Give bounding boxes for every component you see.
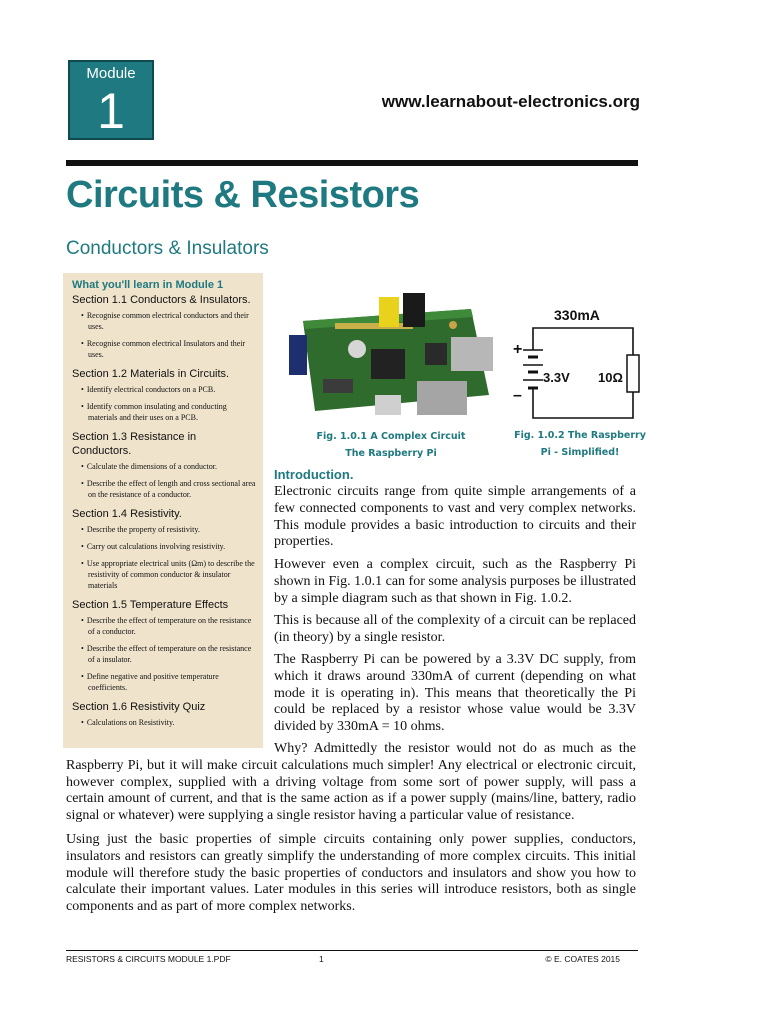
header-rule xyxy=(66,160,638,166)
learning-objectives-box xyxy=(63,273,263,748)
footer-rule xyxy=(66,950,638,951)
section-title: Section 1.3 Resistance in Conductors. xyxy=(72,431,197,457)
fig1-caption xyxy=(275,428,507,462)
section-points xyxy=(72,384,257,423)
footer-copyright: © E. COATES 2015 xyxy=(545,954,620,964)
objective-item: • Use appropriate electrical units (Ωm) to describe the resistivity of common conductor & insulator materials xyxy=(72,558,257,591)
circuit-current-label: 330mA xyxy=(554,307,600,323)
circuit-voltage-label: 3.3V xyxy=(543,370,570,385)
battery-minus-label: – xyxy=(513,387,522,404)
section-title: Section 1.4 Resistivity. xyxy=(72,508,182,520)
raspberry-pi-image xyxy=(275,283,497,423)
section-points xyxy=(72,615,257,693)
section-points xyxy=(72,524,257,591)
circuit-resistance-label: 10Ω xyxy=(598,370,623,385)
objective-item: • Describe the effect of length and cross sectional area on the resistance of a conductor. xyxy=(72,478,257,500)
section-points xyxy=(72,310,257,360)
module-badge xyxy=(68,60,154,140)
section-points xyxy=(72,717,257,728)
objective-item: • Identify electrical conductors on a PCB. xyxy=(72,384,257,395)
page-subtitle: Conductors & Insulators xyxy=(66,238,269,259)
body-paragraph: The Raspberry Pi can be powered by a 3.3V DC supply, from which it draws around 330mA of current (depending on what mode it is operating in). This means that theoretically the Pi could be replaced by a resistor whose value would be 3.3V divided by 330mA = 10 ohms. xyxy=(274,652,636,735)
section-title: Section 1.1 Conductors & Insulators. xyxy=(72,294,251,306)
body-paragraph: Using just the basic properties of simple circuits containing only power supplies, conductors, insulators and resistors can greatly simplify the understanding of more complex circuits. This initial module will therefore study the basic properties of conductors and insulators and show you how to calculate their important values. Later modules in this series will introduce resistors, both as single components and as part of more complex networks. xyxy=(66,832,636,915)
circuit-diagram xyxy=(505,300,645,425)
body-paragraph: Why? Admittedly the resistor would not do as much as the Raspberry Pi, but it will make circuit calculations much simpler! Any electrical or electronic circuit, however complex, supplied with a driving voltage from some sort of power supply, will pass a certain amount of current, and that is the same action as if a power supply (mains/line, battery, radio signal or whatever) were supplying a single resistor having a particular value of resistance. xyxy=(66,741,636,824)
site-url[interactable]: www.learnabout-electronics.org xyxy=(381,92,640,111)
objective-item: • Describe the effect of temperature on the resistance of a conductor. xyxy=(72,615,257,637)
objective-item: • Describe the property of resistivity. xyxy=(72,524,257,535)
fig2-caption-line: Fig. 1.0.2 The Raspberry xyxy=(514,430,646,441)
objective-item: • Define negative and positive temperature coefficients. xyxy=(72,671,257,693)
objective-item: • Carry out calculations involving resistivity. xyxy=(72,541,257,552)
objective-item: • Calculate the dimensions of a conductor. xyxy=(72,461,257,472)
fig2-caption xyxy=(505,427,655,461)
footer-page-number: 1 xyxy=(319,954,324,964)
battery-plus-label: + xyxy=(513,341,523,358)
fig1-caption-line: Fig. 1.0.1 A Complex Circuit xyxy=(316,431,466,442)
body-paragraph: However even a complex circuit, such as the Raspberry Pi shown in Fig. 1.0.1 can for some analysis purposes be illustrated by a simple diagram such as that shown in Fig. 1.0.2. xyxy=(274,557,637,606)
section-title: Section 1.2 Materials in Circuits. xyxy=(72,368,230,380)
section-points xyxy=(72,461,257,500)
objective-item: • Recognise common electrical conductors and their uses. xyxy=(72,310,257,332)
objective-item: • Recognise common electrical Insulators and their uses. xyxy=(72,338,257,360)
fig2-caption-line: Pi - Simplified! xyxy=(540,447,620,458)
fig1-caption-line: The Raspberry Pi xyxy=(345,448,437,459)
page-title: Circuits & Resistors xyxy=(66,174,420,216)
introduction-heading: Introduction. xyxy=(274,467,354,482)
learn-box-title: What you'll learn in Module 1 xyxy=(72,279,224,291)
objective-item: • Calculations on Resistivity. xyxy=(72,717,257,728)
body-paragraph: This is because all of the complexity of a circuit can be replaced (in theory) by a single resistor. xyxy=(274,613,636,645)
module-number: 1 xyxy=(97,83,125,139)
module-label: Module xyxy=(86,65,136,82)
footer-filename: RESISTORS & CIRCUITS MODULE 1.PDF xyxy=(66,954,231,964)
objective-item: • Describe the effect of temperature on the resistance of a insulator. xyxy=(72,643,257,665)
objective-item: • Identify common insulating and conducting materials and their uses on a PCB. xyxy=(72,401,257,423)
section-title: Section 1.6 Resistivity Quiz xyxy=(72,701,206,713)
section-title: Section 1.5 Temperature Effects xyxy=(72,599,229,611)
body-paragraph: Electronic circuits range from quite simple arrangements of a few connected components to vast and very complex networks. This module provides a basic introduction to circuits and their properties. xyxy=(274,484,636,550)
